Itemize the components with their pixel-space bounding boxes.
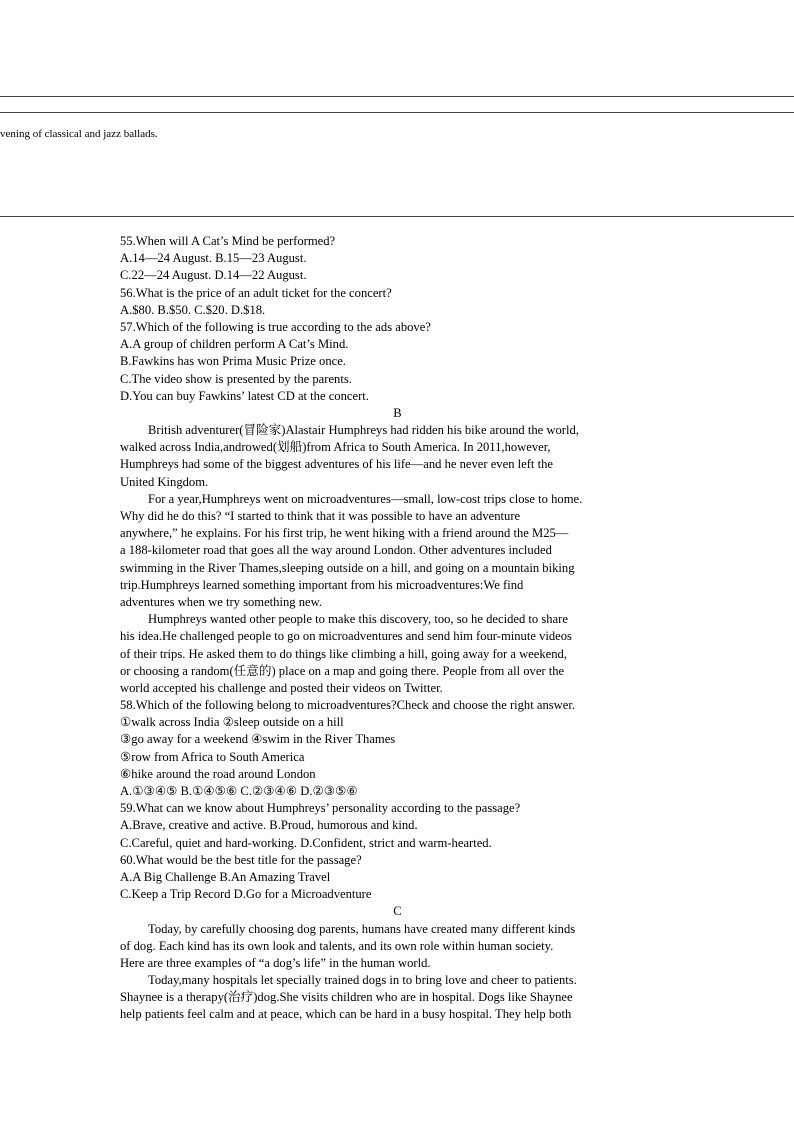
passage-c (120, 921, 675, 1024)
question-line: A.A Big Challenge B.An Amazing Travel (120, 869, 331, 884)
question-line: C.Careful, quiet and hard-working. D.Confident, strict and warm-hearted. (120, 835, 492, 850)
passage-line: walked across India,androwed(划船)from Africa to South America. In 2011,however, (120, 440, 551, 455)
question-line: A.A group of children perform A Cat’s Mind. (120, 337, 349, 352)
passage-line: Why did he do this? “I started to think that it was possible to have an adventure (120, 509, 521, 523)
section-c-heading: C (393, 904, 402, 919)
passage-line: Humphreys had some of the biggest adventures of his life—and he never even left the (120, 457, 553, 472)
passage-line: help patients feel calm and at peace, which can be hard in a busy hospital. They help both (120, 1007, 572, 1022)
question-line: ⑥hike around the road around London (120, 766, 316, 781)
passage-line: trip.Humphreys learned something important from his microadventures:We find (120, 577, 524, 592)
passage-line: Today, by carefully choosing dog parents, humans have created many different kinds (148, 921, 576, 936)
question-line: C.The video show is presented by the parents. (120, 371, 352, 386)
question-line: B.Fawkins has won Prima Music Prize once. (120, 354, 346, 369)
questions-part-a (120, 233, 675, 405)
passage-line: a 188-kilometer road that goes all the way around London. Other adventures included (120, 543, 552, 558)
question-line: A.①③④⑤ B.①④⑤⑥ C.②③④⑥ D.②③⑤⑥ (120, 784, 358, 798)
passage-line: anywhere,” he explains. For his first trip, he went hiking with a friend around the M25— (120, 526, 569, 541)
exam-page-body (120, 233, 675, 1024)
question-line: 55.When will A Cat’s Mind be performed? (120, 234, 336, 248)
passage-line: or choosing a random(任意的) place on a map and going there. People from all over the (120, 663, 565, 678)
passage-line: world accepted his challenge and posted their videos on Twitter. (120, 680, 443, 695)
question-line: 59.What can we know about Humphreys’ personality according to the passage? (120, 801, 521, 816)
passage-line: Shaynee is a therapy(治疗)dog.She visits children who are in hospital. Dogs like Shaynee (120, 990, 573, 1005)
question-line: D.You can buy Fawkins’ latest CD at the concert. (120, 388, 369, 403)
passage-line: of their trips. He asked them to do things like climbing a hill, going away for a weekend, (120, 646, 567, 661)
question-line: C.Keep a Trip Record D.Go for a Microadventure (120, 887, 372, 902)
question-line: A.Brave, creative and active. B.Proud, humorous and kind. (120, 818, 418, 833)
question-line: A.$80. B.$50. C.$20. D.$18. (120, 302, 266, 317)
question-line: ⑤row from Africa to South America (120, 749, 305, 764)
question-line: A.14—24 August. B.15—23 August. (120, 251, 307, 266)
passage-line: of dog. Each kind has its own look and talents, and its own role within human society. (120, 938, 554, 953)
question-line: 57.Which of the following is true according to the ads above? (120, 319, 431, 334)
header-rule-top (0, 96, 794, 97)
questions-part-b (120, 697, 675, 903)
passage-line: Today,many hospitals let specially trained dogs in to bring love and cheer to patients. (148, 973, 577, 988)
passage-line: British adventurer(冒险家)Alastair Humphreys had ridden his bike around the world, (148, 423, 579, 438)
question-line: ①walk across India ②sleep outside on a hill (120, 715, 344, 730)
passage-b (120, 422, 675, 697)
question-line: C.22—24 August. D.14—22 August. (120, 268, 307, 283)
question-line: ③go away for a weekend ④swim in the River Thames (120, 732, 396, 747)
passage-line: For a year,Humphreys went on microadventures—small, low-cost trips close to home. (148, 491, 583, 506)
section-divider (0, 216, 794, 217)
question-line: 58.Which of the following belong to microadventures?Check and choose the right answer. (120, 698, 575, 713)
passage-line: Humphreys wanted other people to make this discovery, too, so he decided to share (148, 612, 568, 627)
passage-line: his idea.He challenged people to go on microadventures and send him four-minute videos (120, 629, 572, 644)
previous-ad-fragment: vening of classical and jazz ballads. (0, 128, 158, 140)
passage-line: Here are three examples of “a dog’s life” in the human world. (120, 955, 431, 970)
header-rule-bottom (0, 112, 794, 113)
passage-line: United Kingdom. (120, 474, 209, 489)
question-line: 56.What is the price of an adult ticket for the concert? (120, 285, 392, 300)
passage-line: adventures when we try something new. (120, 594, 323, 609)
section-b-heading: B (393, 405, 402, 420)
passage-line: swimming in the River Thames,sleeping outside on a hill, and going on a mountain biking (120, 560, 575, 575)
question-line: 60.What would be the best title for the passage? (120, 852, 362, 867)
